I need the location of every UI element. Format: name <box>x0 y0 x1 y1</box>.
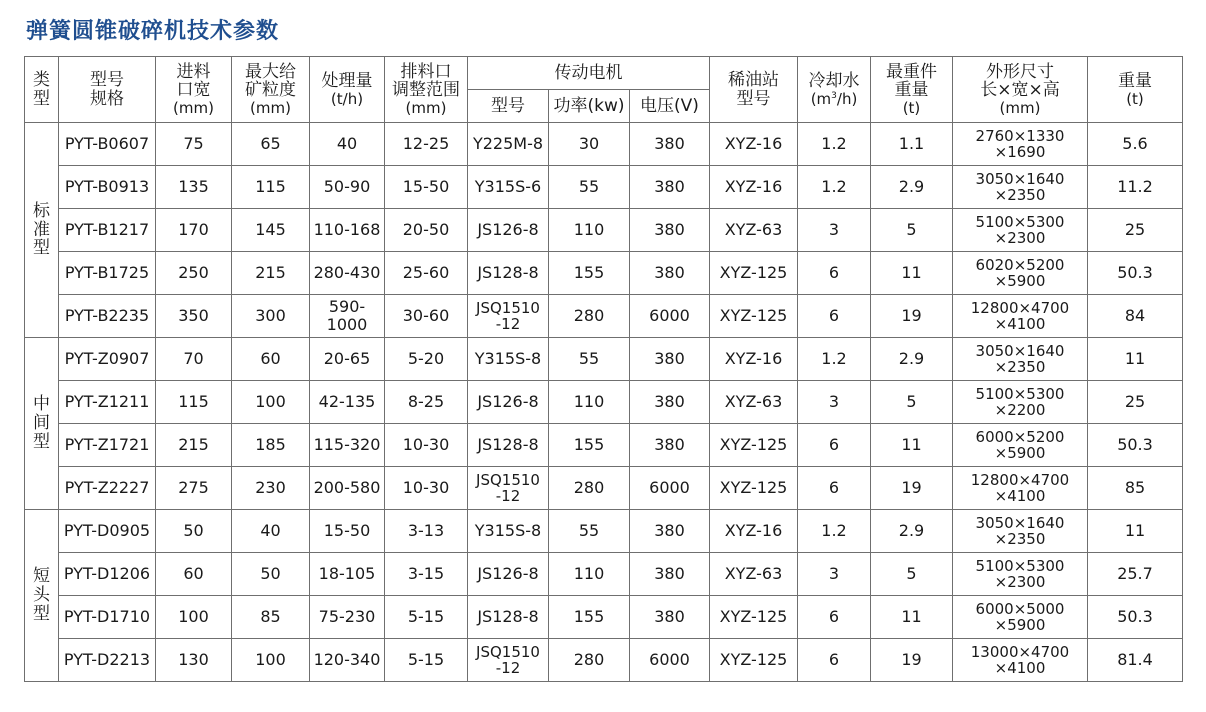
cell-oil-station: XYZ-125 <box>710 295 798 338</box>
cell-cooling-water: 1.2 <box>798 166 871 209</box>
cell-cooling-water: 6 <box>798 639 871 682</box>
cell-dimensions: 13000×4700 ×4100 <box>953 639 1088 682</box>
cell-oil-station: XYZ-125 <box>710 424 798 467</box>
cell-heaviest-part: 11 <box>871 424 953 467</box>
cell-capacity: 590-1000 <box>310 295 385 338</box>
cell-discharge-range: 25-60 <box>385 252 468 295</box>
cell-feed-opening: 115 <box>156 381 232 424</box>
cell-discharge-range: 3-15 <box>385 553 468 596</box>
cell-capacity: 20-65 <box>310 338 385 381</box>
cell-oil-station: XYZ-125 <box>710 639 798 682</box>
cell-motor-voltage: 6000 <box>630 295 710 338</box>
cell-dimensions: 5100×5300 ×2300 <box>953 209 1088 252</box>
header-type: 类 型 <box>25 57 59 123</box>
cell-feed-opening: 135 <box>156 166 232 209</box>
cell-motor-voltage: 380 <box>630 123 710 166</box>
cell-capacity: 42-135 <box>310 381 385 424</box>
cell-cooling-water: 1.2 <box>798 338 871 381</box>
cell-model: PYT-D0905 <box>59 510 156 553</box>
cell-oil-station: XYZ-125 <box>710 596 798 639</box>
cell-motor-voltage: 380 <box>630 338 710 381</box>
cell-motor-voltage: 380 <box>630 381 710 424</box>
cell-motor-power: 155 <box>549 252 630 295</box>
cell-weight: 85 <box>1088 467 1183 510</box>
cell-heaviest-part: 19 <box>871 467 953 510</box>
cell-motor-model: JS126-8 <box>468 209 549 252</box>
cell-discharge-range: 10-30 <box>385 467 468 510</box>
cell-model: PYT-Z2227 <box>59 467 156 510</box>
cell-cooling-water: 1.2 <box>798 510 871 553</box>
cell-heaviest-part: 2.9 <box>871 166 953 209</box>
cell-discharge-range: 15-50 <box>385 166 468 209</box>
cell-max-feed-size: 145 <box>232 209 310 252</box>
cell-discharge-range: 12-25 <box>385 123 468 166</box>
cell-discharge-range: 5-15 <box>385 639 468 682</box>
cell-motor-voltage: 380 <box>630 553 710 596</box>
cell-motor-model: JS126-8 <box>468 553 549 596</box>
table-row <box>25 295 1183 338</box>
cell-motor-power: 110 <box>549 553 630 596</box>
cell-oil-station: XYZ-63 <box>710 381 798 424</box>
cell-dimensions: 2760×1330 ×1690 <box>953 123 1088 166</box>
table-row <box>25 596 1183 639</box>
table-row <box>25 510 1183 553</box>
cell-max-feed-size: 40 <box>232 510 310 553</box>
cell-feed-opening: 60 <box>156 553 232 596</box>
cell-feed-opening: 250 <box>156 252 232 295</box>
cell-motor-model: Y315S-6 <box>468 166 549 209</box>
cell-max-feed-size: 215 <box>232 252 310 295</box>
cell-feed-opening: 75 <box>156 123 232 166</box>
cell-motor-voltage: 380 <box>630 166 710 209</box>
cell-heaviest-part: 11 <box>871 252 953 295</box>
cell-model: PYT-Z0907 <box>59 338 156 381</box>
cell-dimensions: 12800×4700 ×4100 <box>953 467 1088 510</box>
cell-model: PYT-B1725 <box>59 252 156 295</box>
cell-model: PYT-B0913 <box>59 166 156 209</box>
cell-weight: 50.3 <box>1088 252 1183 295</box>
cell-dimensions: 6000×5000 ×5900 <box>953 596 1088 639</box>
header-max-feed-size: 最大给 矿粒度 (mm) <box>232 57 310 123</box>
cell-motor-power: 55 <box>549 166 630 209</box>
cell-capacity: 110-168 <box>310 209 385 252</box>
cell-weight: 11 <box>1088 510 1183 553</box>
cell-feed-opening: 70 <box>156 338 232 381</box>
cell-oil-station: XYZ-125 <box>710 252 798 295</box>
header-motor-power: 功率(kw) <box>549 90 630 123</box>
header-model: 型号 规格 <box>59 57 156 123</box>
cell-model: PYT-B1217 <box>59 209 156 252</box>
cell-model: PYT-B2235 <box>59 295 156 338</box>
cell-motor-voltage: 380 <box>630 424 710 467</box>
cell-max-feed-size: 50 <box>232 553 310 596</box>
cell-weight: 25 <box>1088 381 1183 424</box>
cell-model: PYT-Z1211 <box>59 381 156 424</box>
header-motor-model: 型号 <box>468 90 549 123</box>
cell-dimensions: 5100×5300 ×2300 <box>953 553 1088 596</box>
cell-max-feed-size: 230 <box>232 467 310 510</box>
cell-dimensions: 6020×5200 ×5900 <box>953 252 1088 295</box>
cell-feed-opening: 350 <box>156 295 232 338</box>
cell-max-feed-size: 115 <box>232 166 310 209</box>
header-heaviest-part: 最重件 重量 (t) <box>871 57 953 123</box>
cell-motor-model: JS128-8 <box>468 424 549 467</box>
cell-motor-power: 280 <box>549 295 630 338</box>
header-motor-group: 传动电机 <box>468 57 710 90</box>
cell-capacity: 200-580 <box>310 467 385 510</box>
table-row <box>25 467 1183 510</box>
cell-model: PYT-B0607 <box>59 123 156 166</box>
cell-discharge-range: 5-15 <box>385 596 468 639</box>
cell-max-feed-size: 60 <box>232 338 310 381</box>
spec-table-body <box>25 123 1183 682</box>
cell-weight: 84 <box>1088 295 1183 338</box>
table-row <box>25 424 1183 467</box>
table-row <box>25 123 1183 166</box>
cell-oil-station: XYZ-63 <box>710 553 798 596</box>
cell-model: PYT-D1710 <box>59 596 156 639</box>
cell-cooling-water: 6 <box>798 596 871 639</box>
cell-max-feed-size: 85 <box>232 596 310 639</box>
category-label: 短 头 型 <box>25 510 59 682</box>
cell-weight: 25 <box>1088 209 1183 252</box>
cell-weight: 11 <box>1088 338 1183 381</box>
cell-motor-model: JSQ1510 -12 <box>468 295 549 338</box>
cell-capacity: 15-50 <box>310 510 385 553</box>
header-cooling-water: 冷却水 $(m^3/h)$ <box>798 57 871 123</box>
cell-motor-voltage: 380 <box>630 252 710 295</box>
cell-capacity: 50-90 <box>310 166 385 209</box>
header-discharge-range: 排料口 调整范围 (mm) <box>385 57 468 123</box>
table-row <box>25 639 1183 682</box>
table-row <box>25 209 1183 252</box>
cell-motor-voltage: 380 <box>630 209 710 252</box>
cell-capacity: 18-105 <box>310 553 385 596</box>
cell-motor-model: JSQ1510 -12 <box>468 639 549 682</box>
cell-discharge-range: 30-60 <box>385 295 468 338</box>
header-feed-opening: 进料 口宽 (mm) <box>156 57 232 123</box>
cell-dimensions: 3050×1640 ×2350 <box>953 338 1088 381</box>
cell-feed-opening: 130 <box>156 639 232 682</box>
cell-heaviest-part: 19 <box>871 639 953 682</box>
cell-motor-voltage: 380 <box>630 596 710 639</box>
cell-capacity: 280-430 <box>310 252 385 295</box>
cell-discharge-range: 5-20 <box>385 338 468 381</box>
category-label: 中 间 型 <box>25 338 59 510</box>
cell-cooling-water: 6 <box>798 252 871 295</box>
cell-oil-station: XYZ-63 <box>710 209 798 252</box>
cell-dimensions: 3050×1640 ×2350 <box>953 166 1088 209</box>
cell-max-feed-size: 65 <box>232 123 310 166</box>
cell-weight: 25.7 <box>1088 553 1183 596</box>
cell-max-feed-size: 100 <box>232 381 310 424</box>
cell-capacity: 75-230 <box>310 596 385 639</box>
cell-feed-opening: 215 <box>156 424 232 467</box>
cell-capacity: 115-320 <box>310 424 385 467</box>
header-oil-station: 稀油站 型号 <box>710 57 798 123</box>
table-row <box>25 381 1183 424</box>
cell-heaviest-part: 5 <box>871 553 953 596</box>
cell-motor-model: JS128-8 <box>468 252 549 295</box>
cell-motor-power: 280 <box>549 639 630 682</box>
cell-weight: 5.6 <box>1088 123 1183 166</box>
cell-motor-voltage: 6000 <box>630 467 710 510</box>
cell-heaviest-part: 2.9 <box>871 510 953 553</box>
cell-model: PYT-D1206 <box>59 553 156 596</box>
cell-oil-station: XYZ-16 <box>710 510 798 553</box>
cell-weight: 50.3 <box>1088 424 1183 467</box>
cell-feed-opening: 275 <box>156 467 232 510</box>
page-title: 弹簧圆锥破碎机技术参数 <box>26 19 280 44</box>
header-capacity: 处理量 (t/h) <box>310 57 385 123</box>
cell-weight: 11.2 <box>1088 166 1183 209</box>
header-motor-voltage: 电压(V) <box>630 90 710 123</box>
cell-weight: 50.3 <box>1088 596 1183 639</box>
table-row <box>25 553 1183 596</box>
cell-heaviest-part: 5 <box>871 209 953 252</box>
cell-motor-model: Y225M-8 <box>468 123 549 166</box>
cell-max-feed-size: 100 <box>232 639 310 682</box>
cell-motor-power: 55 <box>549 510 630 553</box>
cell-motor-power: 30 <box>549 123 630 166</box>
cell-heaviest-part: 2.9 <box>871 338 953 381</box>
table-row <box>25 338 1183 381</box>
cell-dimensions: 12800×4700 ×4100 <box>953 295 1088 338</box>
category-label: 标 准 型 <box>25 123 59 338</box>
cell-cooling-water: 6 <box>798 424 871 467</box>
cell-motor-voltage: 380 <box>630 510 710 553</box>
cell-feed-opening: 170 <box>156 209 232 252</box>
cell-oil-station: XYZ-16 <box>710 338 798 381</box>
cell-motor-power: 110 <box>549 209 630 252</box>
cell-model: PYT-Z1721 <box>59 424 156 467</box>
header-dimensions: 外形尺寸 长×宽×高 (mm) <box>953 57 1088 123</box>
cell-capacity: 120-340 <box>310 639 385 682</box>
cell-motor-model: JS126-8 <box>468 381 549 424</box>
cell-heaviest-part: 11 <box>871 596 953 639</box>
cell-dimensions: 3050×1640 ×2350 <box>953 510 1088 553</box>
cell-max-feed-size: 300 <box>232 295 310 338</box>
cell-oil-station: XYZ-16 <box>710 123 798 166</box>
cell-cooling-water: 3 <box>798 381 871 424</box>
cell-discharge-range: 10-30 <box>385 424 468 467</box>
cell-motor-model: JS128-8 <box>468 596 549 639</box>
cell-feed-opening: 100 <box>156 596 232 639</box>
cell-motor-power: 55 <box>549 338 630 381</box>
cell-motor-model: Y315S-8 <box>468 338 549 381</box>
cell-cooling-water: 6 <box>798 467 871 510</box>
cell-motor-model: Y315S-8 <box>468 510 549 553</box>
cell-motor-voltage: 6000 <box>630 639 710 682</box>
cell-heaviest-part: 19 <box>871 295 953 338</box>
spec-table <box>24 56 1183 682</box>
cell-cooling-water: 3 <box>798 209 871 252</box>
cell-heaviest-part: 5 <box>871 381 953 424</box>
cell-weight: 81.4 <box>1088 639 1183 682</box>
cell-oil-station: XYZ-16 <box>710 166 798 209</box>
cell-cooling-water: 6 <box>798 295 871 338</box>
cell-dimensions: 5100×5300 ×2200 <box>953 381 1088 424</box>
cell-heaviest-part: 1.1 <box>871 123 953 166</box>
cell-model: PYT-D2213 <box>59 639 156 682</box>
cell-max-feed-size: 185 <box>232 424 310 467</box>
cell-cooling-water: 1.2 <box>798 123 871 166</box>
cell-discharge-range: 3-13 <box>385 510 468 553</box>
cell-motor-power: 110 <box>549 381 630 424</box>
cell-capacity: 40 <box>310 123 385 166</box>
cell-cooling-water: 3 <box>798 553 871 596</box>
table-row <box>25 166 1183 209</box>
cell-motor-model: JSQ1510 -12 <box>468 467 549 510</box>
cell-discharge-range: 8-25 <box>385 381 468 424</box>
cell-motor-power: 280 <box>549 467 630 510</box>
header-weight: 重量 (t) <box>1088 57 1183 123</box>
cell-oil-station: XYZ-125 <box>710 467 798 510</box>
cell-discharge-range: 20-50 <box>385 209 468 252</box>
cell-dimensions: 6000×5200 ×5900 <box>953 424 1088 467</box>
cell-motor-power: 155 <box>549 596 630 639</box>
cell-feed-opening: 50 <box>156 510 232 553</box>
table-row <box>25 252 1183 295</box>
cell-motor-power: 155 <box>549 424 630 467</box>
